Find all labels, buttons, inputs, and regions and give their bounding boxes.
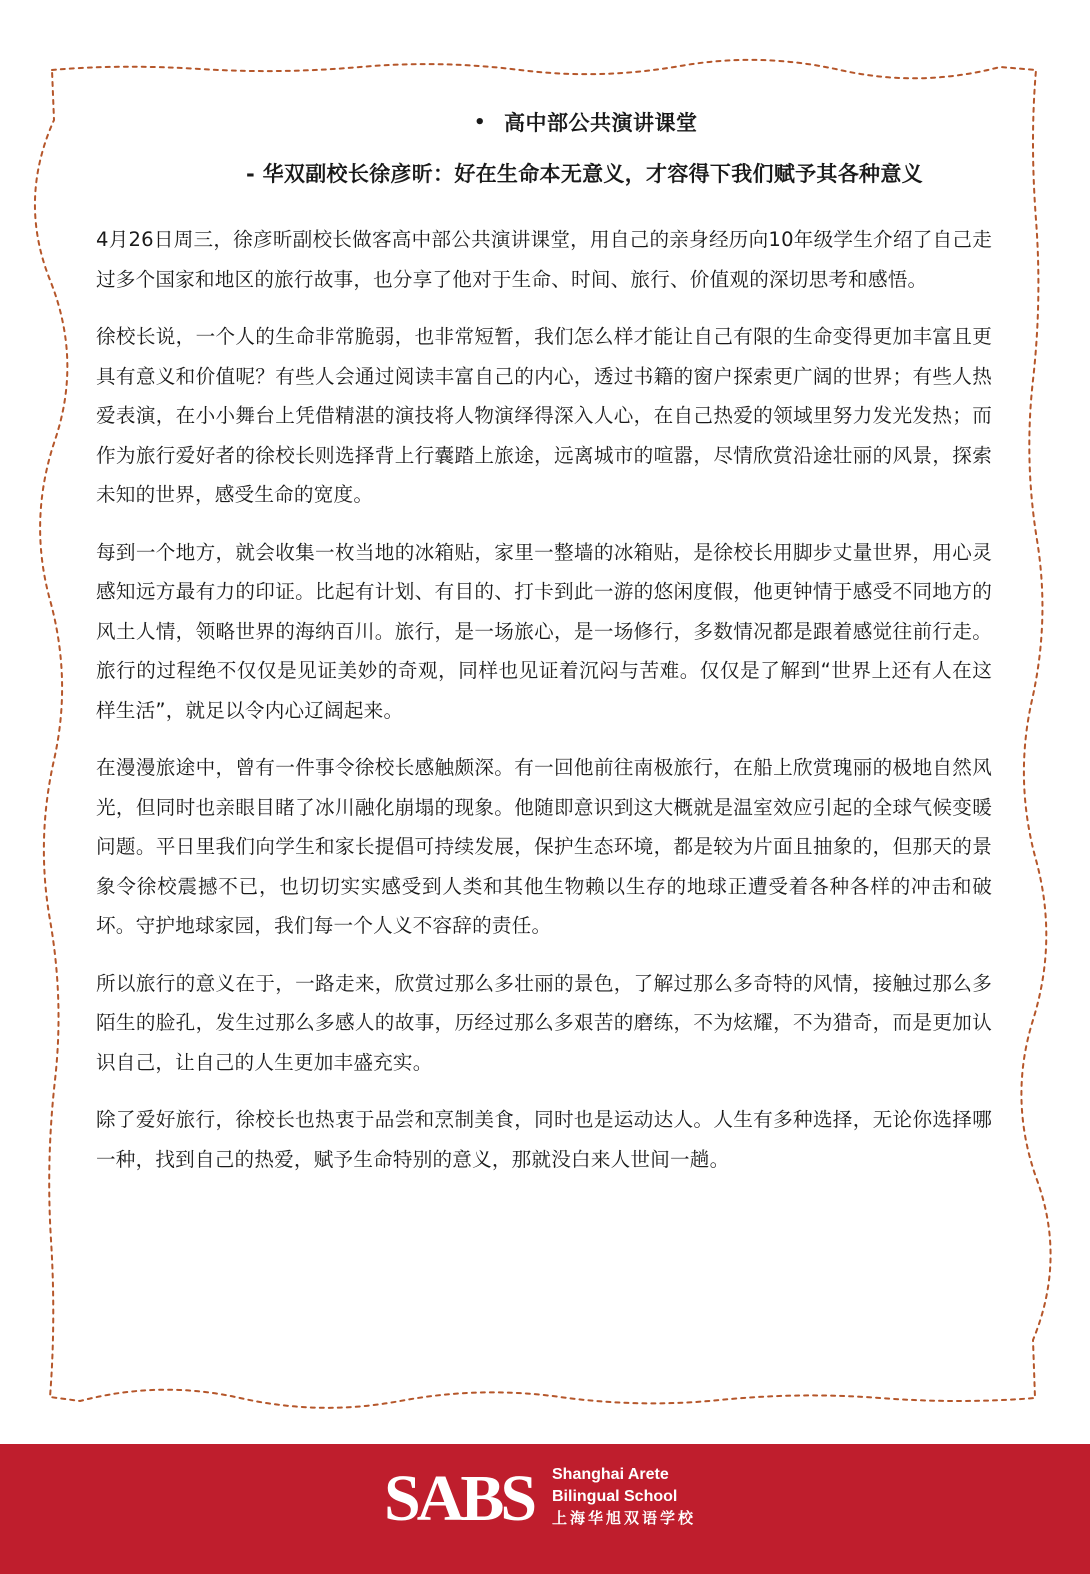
logo-letters: SABS xyxy=(384,1462,534,1532)
paragraph: 所以旅行的意义在于，一路走来，欣赏过那么多壮丽的景色，了解过那么多奇特的风情，接触过那么多陌生的脸孔，发生过那么多感人的故事，历经过那么多艰苦的磨练，不为炫耀，不为猎奇，而是更加认识自己，让自己的人生更加丰盛充实。 xyxy=(96,971,992,1074)
article-title: 高中部公共演讲课堂 xyxy=(504,111,698,135)
paragraph: 每到一个地方，就会收集一枚当地的冰箱贴，家里一整墙的冰箱贴，是徐校长用脚步丈量世界，用心灵感知远方最有力的印证。比起有计划、有目的、打卡到此一游的悠闲度假，他更钟情于感受不同地方的风土人情，领略世界的海纳百川。旅行，是一场旅心，是一场修行，多数情况都是跟着感觉往前行走。旅行的过程绝不仅仅是见证美妙的奇观，同样也见证着沉闷与苦难。仅仅是了解到“世界上还有人在这样生活”，就足以令内心辽阔起来。 xyxy=(96,540,992,722)
school-name-line1: Shanghai Arete xyxy=(552,1466,669,1483)
article-heading xyxy=(96,102,992,142)
school-logo-icon xyxy=(384,1462,540,1532)
paragraph: 除了爱好旅行，徐校长也热衷于品尝和烹制美食，同时也是运动达人。人生有多种选择，无论你选择哪一种，找到自己的热爱，赋予生命特别的意义，那就没白来人世间一趟。 xyxy=(96,1108,992,1171)
school-name xyxy=(552,1464,696,1530)
school-name-line2: Bilingual School xyxy=(552,1488,678,1505)
footer-banner xyxy=(0,1444,1090,1574)
paragraph: 徐校长说，一个人的生命非常脆弱，也非常短暂，我们怎么样才能让自己有限的生命变得更加丰富且更具有意义和价值呢？有些人会通过阅读丰富自己的内心，透过书籍的窗户探索更广阔的世界；有些人热爱表演，在小小舞台上凭借精湛的演技将人物演绎得深入人心，在自己热爱的领域里努力发光发热；而作为旅行爱好者的徐校长则选择背上行囊踏上旅途，远离城市的喧嚣，尽情欣赏沿途壮丽的风景，探索未知的世界，感受生命的宽度。 xyxy=(96,325,992,506)
bullet-icon: • xyxy=(474,111,487,133)
school-name-cn: 上海华旭双语学校 xyxy=(552,1510,697,1527)
article xyxy=(96,102,992,1197)
article-body xyxy=(96,220,992,1179)
article-subtitle: - 华双副校长徐彦昕：好在生命本无意义，才容得下我们赋予其各种意义 xyxy=(246,162,923,186)
paragraph: 4月26日周三，徐彦昕副校长做客高中部公共演讲课堂，用自己的亲身经历向10年级学生介绍了自己走过多个国家和地区的旅行故事，也分享了他对于生命、时间、旅行、价值观的深切思考和感悟。 xyxy=(96,228,992,291)
paragraph: 在漫漫旅途中，曾有一件事令徐校长感触颇深。有一回他前往南极旅行，在船上欣赏瑰丽的极地自然风光，但同时也亲眼目睹了冰川融化崩塌的现象。他随即意识到这大概就是温室效应引起的全球气候变暖问题。平日里我们向学生和家长提倡可持续发展，保护生态环境，都是较为片面且抽象的，但那天的景象令徐校震撼不已，也切切实实感受到人类和其他生物赖以生存的地球正遭受着各种各样的冲击和破坏。守护地球家园，我们每一个人义不容辞的责任。 xyxy=(96,756,992,937)
